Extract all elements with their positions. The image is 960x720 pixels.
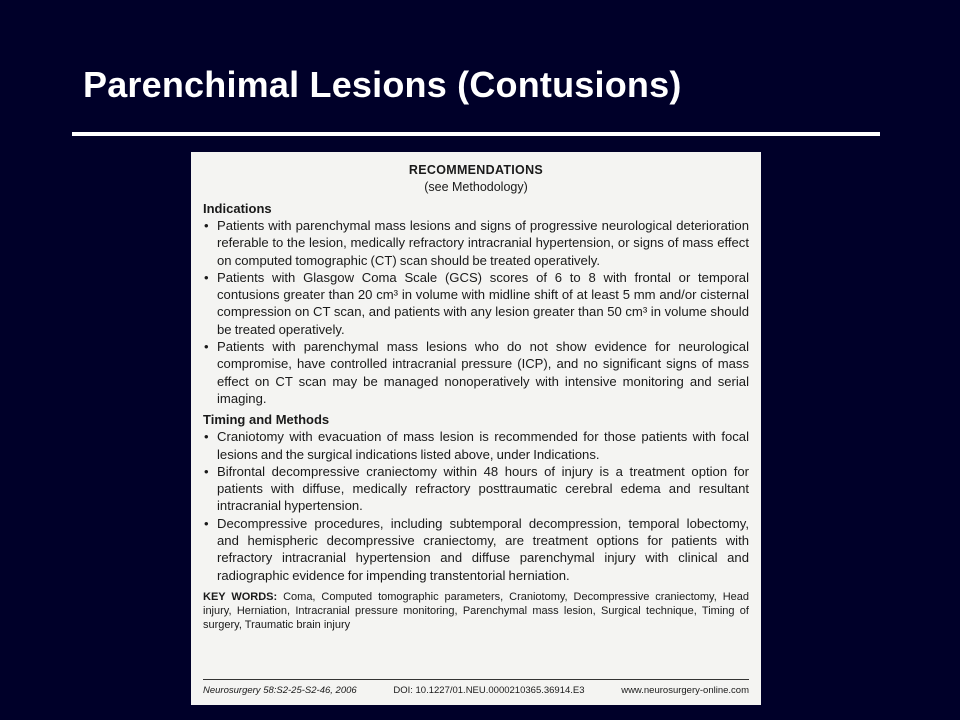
document-footer xyxy=(203,679,749,697)
list-item: • Decompressive procedures, including subtemporal decompression, temporal lobectomy, and hemispheric decompressive craniectomy, are treatment options for patients with refractory intracranial hypertension and diffuse parenchymal injury with clinical and radiographic evidence for impending transtentorial herniation. xyxy=(203,515,749,584)
document-heading: RECOMMENDATIONS xyxy=(408,163,544,177)
journal-citation: Neurosurgery 58:S2-25-S2-46, 2006 xyxy=(203,685,357,696)
list-item: • Patients with parenchymal mass lesions who do not show evidence for neurological compromise, have controlled intracranial pressure (ICP), and no significant signs of mass effect on CT scan may be managed nonoperatively with intensive monitoring and serial imaging. xyxy=(203,338,749,407)
document-subheading: (see Methodology) xyxy=(424,180,528,194)
indications-list xyxy=(203,217,749,407)
timing-methods-list xyxy=(203,428,749,584)
list-item: • Patients with Glasgow Coma Scale (GCS) scores of 6 to 8 with frontal or temporal contusions greater than 20 cm³ in volume with midline shift of at least 5 mm and/or cisternal compression on CT scan, and patients with any lesion greater than 50 cm³ in volume should be treated operatively. xyxy=(203,269,749,338)
section-title-timing-and-methods: Timing and Methods xyxy=(203,412,330,428)
doi-text: DOI: 10.1227/01.NEU.0000210365.36914.E3 xyxy=(393,685,585,696)
list-item: • Bifrontal decompressive craniectomy within 48 hours of injury is a treatment option for patients with diffuse, medically refractory posttraumatic cerebral edema and resultant intracranial hypertension. xyxy=(203,463,749,515)
list-item: • Craniotomy with evacuation of mass lesion is recommended for those patients with focal lesions and the surgical indications listed above, under Indications. xyxy=(203,428,749,463)
slide-title: Parenchimal Lesions (Contusions) xyxy=(83,64,682,105)
keywords-label: KEY WORDS: xyxy=(203,590,278,603)
list-item: • Patients with parenchymal mass lesions and signs of progressive neurological deterioration referable to the lesion, medically refractory intracranial hypertension, or signs of mass effect on computed tomographic (CT) scan should be treated operatively. xyxy=(203,217,749,269)
journal-url: www.neurosurgery-online.com xyxy=(621,685,749,696)
keywords-text: Coma, Computed tomographic parameters, Craniotomy, Decompressive craniectomy, Head injury, Herniation, Intracranial pressure monitoring, Parenchymal mass lesion, Surgical technique, Timing of surgery, Traumatic brain injury xyxy=(203,590,749,631)
keywords-block xyxy=(203,590,749,632)
recommendations-document xyxy=(191,152,761,705)
title-divider xyxy=(72,132,880,136)
section-title-indications: Indications xyxy=(203,201,272,216)
